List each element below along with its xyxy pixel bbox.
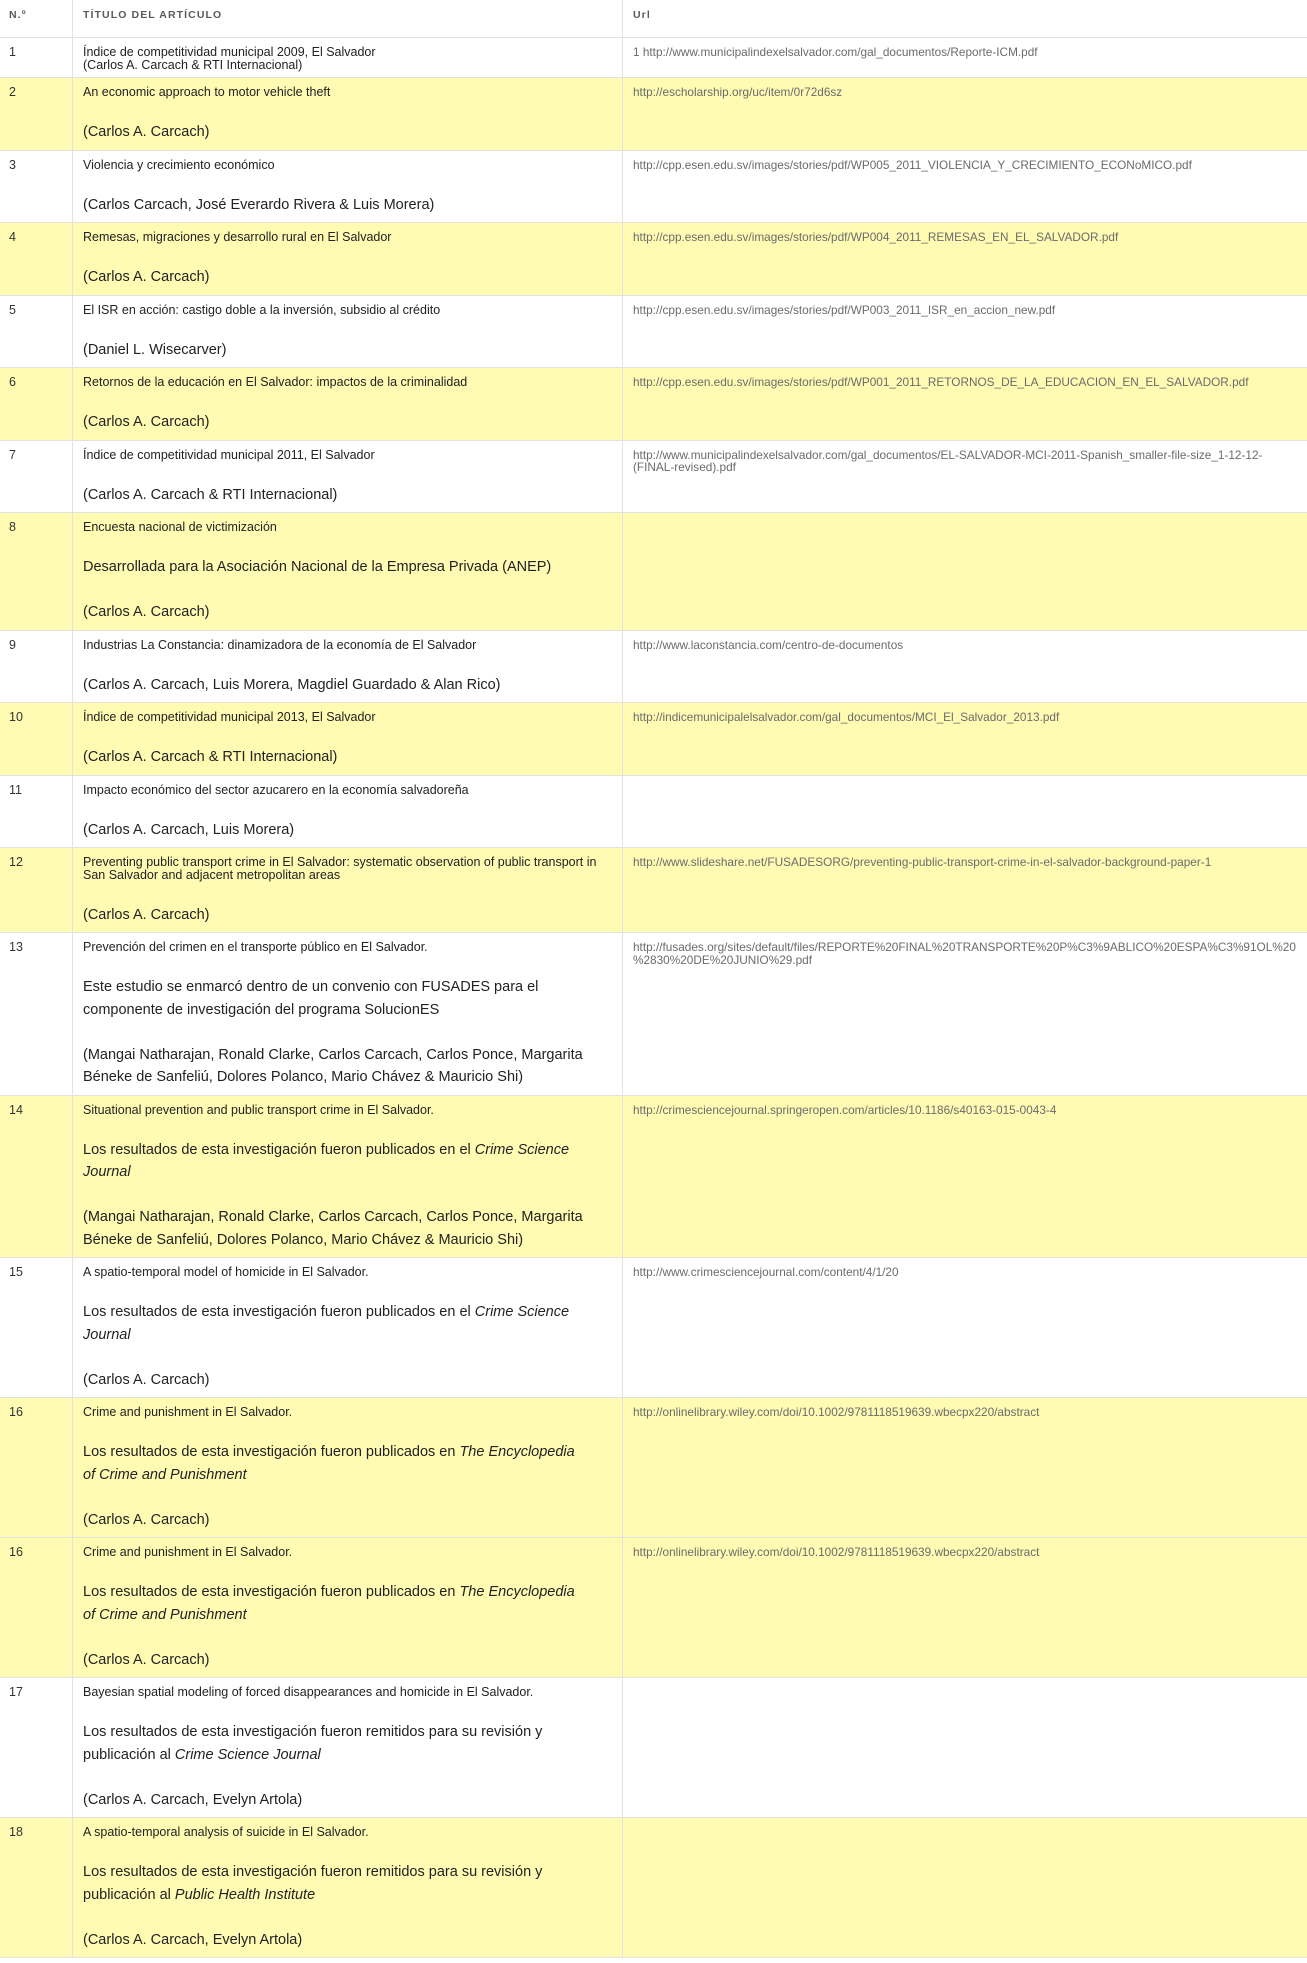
row-number: 1 (0, 38, 73, 77)
table-row (0, 441, 1307, 514)
publication-name: Public Health Institute (174, 1886, 316, 1903)
publication-name: of Crime and Punishment (83, 1606, 247, 1623)
table-row (0, 38, 1307, 78)
article-cell (73, 776, 623, 848)
article-note (83, 339, 612, 362)
article-url-link[interactable] (633, 86, 1297, 99)
url-cell (623, 631, 1307, 703)
row-number: 2 (0, 78, 73, 150)
article-note (83, 1929, 612, 1952)
article-url-link[interactable] (633, 1104, 1297, 1117)
article-note (83, 1649, 612, 1672)
article-title-line: El ISR en acción: castigo doble a la inversión, subsidio al crédito (83, 302, 441, 317)
article-title-line: Índice de competitividad municipal 2011, El Salvador (83, 447, 375, 462)
article-url-line[interactable]: http://escholarship.org/uc/item/0r72d6sz (633, 85, 843, 99)
row-number: 5 (0, 296, 73, 368)
article-note (83, 266, 612, 289)
article-note-line: (Carlos A. Carcach) (83, 414, 210, 430)
article-note (83, 819, 612, 842)
article-cell (73, 1818, 623, 1957)
url-cell (623, 441, 1307, 513)
article-title-line: Situational prevention and public transport crime in El Salvador. (83, 1102, 434, 1117)
table-row (0, 1818, 1307, 1958)
article-url-link[interactable] (633, 856, 1297, 869)
article-note-line (83, 1884, 612, 1907)
article-note (83, 674, 612, 697)
publication-name: Crime Science (474, 1141, 570, 1158)
table-row (0, 368, 1307, 441)
article-url-link[interactable] (633, 449, 1297, 474)
article-url-link[interactable] (633, 1546, 1297, 1559)
article-note-line (83, 1441, 612, 1464)
article-title-line: Encuesta nacional de victimización (83, 520, 277, 534)
row-number: 16 (0, 1398, 73, 1537)
table-body (0, 38, 1307, 1958)
article-note-line: Este estudio se enmarcó dentro de un convenio con FUSADES para el (83, 979, 539, 995)
row-number: 9 (0, 631, 73, 703)
article-title-line: Índice de competitividad municipal 2009, El Salvador (83, 45, 376, 59)
row-number: 7 (0, 441, 73, 513)
note-text: Los resultados de esta investigación fueron publicados en (83, 1584, 460, 1600)
article-title-line: (Carlos A. Carcach & RTI Internacional) (83, 57, 303, 72)
url-cell (623, 848, 1307, 932)
article-cell (73, 441, 623, 513)
row-number: 16 (0, 1538, 73, 1677)
article-url-line[interactable]: http://onlinelibrary.wiley.com/doi/10.1002/9781118519639.wbecpx220/abstract (633, 1405, 1040, 1419)
row-number: 11 (0, 776, 73, 848)
article-note (83, 194, 612, 217)
url-cell (623, 776, 1307, 848)
article-title-line: Industrias La Constancia: dinamizadora de la economía de El Salvador (83, 637, 477, 652)
article-url-link[interactable] (633, 231, 1297, 244)
article-note (83, 1044, 612, 1089)
table-row (0, 776, 1307, 849)
article-note-line (83, 1604, 612, 1627)
article-note-line: Béneke de Sanfeliú, Dolores Polanco, Mario Chávez & Mauricio Shi) (83, 1231, 524, 1248)
article-note-line: Béneke de Sanfeliú, Dolores Polanco, Mario Chávez & Mauricio Shi) (83, 1069, 524, 1085)
url-cell (623, 1096, 1307, 1258)
note-text: publicación al (83, 1746, 175, 1763)
article-cell (73, 223, 623, 295)
article-url-line[interactable]: http://www.slideshare.net/FUSADESORG/preventing-public-transport-crime-in-el-salvador-background-paper-1 (633, 855, 1212, 869)
publication-name: The Encyclopedia (459, 1584, 575, 1600)
article-note-line (83, 1301, 612, 1324)
article-cell (73, 703, 623, 775)
article-cell (73, 933, 623, 1095)
article-note-line: Los resultados de esta investigación fueron remitidos para su revisión y (83, 1864, 543, 1880)
article-note-line (83, 1744, 612, 1767)
article-title-line: Impacto económico del sector azucarero en la economía salvadoreña (83, 782, 469, 797)
note-text: Los resultados de esta investigación fueron publicados en el (83, 1141, 475, 1158)
url-cell (623, 933, 1307, 1095)
article-note-line: (Carlos A. Carcach & RTI Internacional) (83, 486, 338, 503)
note-text: publicación al (83, 1886, 175, 1903)
article-note-line (83, 1139, 612, 1162)
article-cell (73, 1258, 623, 1397)
row-number: 17 (0, 1678, 73, 1817)
article-note (83, 1789, 612, 1812)
article-url-line[interactable]: http://cpp.esen.edu.sv/images/stories/pdf/WP003_2011_ISR_en_accion_new.pdf (633, 302, 1056, 317)
article-title-line: Remesas, migraciones y desarrollo rural en El Salvador (83, 230, 392, 244)
article-note (83, 484, 612, 507)
article-cell (73, 368, 623, 440)
publication-name: Journal (83, 1164, 131, 1180)
article-note-line: (Mangai Natharajan, Ronald Clarke, Carlos Carcach, Carlos Ponce, Margarita (83, 1046, 583, 1063)
article-url-link[interactable] (633, 1406, 1297, 1419)
article-url-link[interactable] (633, 711, 1297, 724)
article-note-line: (Carlos A. Carcach) (83, 906, 210, 923)
article-cell (73, 38, 623, 77)
article-url-link[interactable] (633, 304, 1297, 317)
publication-name: The Encyclopedia (459, 1444, 575, 1460)
article-url-line[interactable]: http://www.crimesciencejournal.com/content/4/1/20 (633, 1265, 899, 1279)
article-note-line: (Carlos A. Carcach, Evelyn Artola) (83, 1931, 303, 1948)
note-text: Los resultados de esta investigación fueron publicados en (83, 1444, 460, 1460)
row-number: 10 (0, 703, 73, 775)
article-url-line[interactable]: 1 http://www.municipalindexelsalvador.com/gal_documentos/Reporte-ICM.pdf (633, 45, 1038, 59)
publication-name: of Crime and Punishment (83, 1466, 247, 1483)
article-title-line: Retornos de la educación en El Salvador: impactos de la criminalidad (83, 375, 468, 389)
article-url-line[interactable]: http://cpp.esen.edu.sv/images/stories/pdf/WP004_2011_REMESAS_EN_EL_SALVADOR.pdf (633, 230, 1119, 244)
article-url-link[interactable] (633, 941, 1297, 966)
article-url-line[interactable]: http://cpp.esen.edu.sv/images/stories/pdf/WP001_2011_RETORNOS_DE_LA_EDUCACION_EN_EL_SALVADOR.pdf (633, 375, 1249, 389)
article-note (83, 976, 612, 1021)
publication-name: Journal (83, 1326, 131, 1343)
url-cell (623, 1538, 1307, 1677)
article-note-line: Desarrollada para la Asociación Nacional de la Empresa Privada (ANEP) (83, 559, 552, 575)
publication-name: Crime Science Journal (174, 1746, 321, 1763)
row-number: 12 (0, 848, 73, 932)
article-note-line: (Carlos A. Carcach, Evelyn Artola) (83, 1791, 303, 1808)
table-row (0, 1096, 1307, 1259)
table-row (0, 848, 1307, 933)
url-cell (623, 223, 1307, 295)
url-cell (623, 1258, 1307, 1397)
article-note-line: (Carlos A. Carcach) (83, 269, 210, 285)
article-url-line[interactable]: http://www.laconstancia.com/centro-de-documentos (633, 637, 904, 652)
row-number: 18 (0, 1818, 73, 1957)
table-header (0, 0, 1307, 38)
article-cell (73, 513, 623, 630)
article-cell (73, 78, 623, 150)
header-number: N.º (0, 0, 73, 37)
row-number: 14 (0, 1096, 73, 1258)
header-title: TÍTULO DEL ARTÍCULO (73, 0, 623, 37)
url-cell (623, 78, 1307, 150)
table-row (0, 151, 1307, 224)
article-note-line (83, 1161, 612, 1184)
url-cell (623, 296, 1307, 368)
article-url-link[interactable] (633, 1266, 1297, 1279)
article-url-link[interactable] (633, 639, 1297, 652)
article-title-line: Prevención del crimen en el transporte público en El Salvador. (83, 940, 428, 954)
article-title-line: Índice de competitividad municipal 2013, El Salvador (83, 710, 376, 724)
article-url-link[interactable] (633, 159, 1297, 172)
url-cell (623, 1818, 1307, 1957)
article-title-line: A spatio-temporal analysis of suicide in El Salvador. (83, 1825, 369, 1839)
url-cell (623, 1398, 1307, 1537)
row-number: 13 (0, 933, 73, 1095)
article-note (83, 1861, 612, 1906)
article-cell (73, 631, 623, 703)
table-row (0, 1258, 1307, 1398)
article-url-line[interactable]: http://fusades.org/sites/default/files/REPORTE%20FINAL%20TRANSPORTE%20P%C3%9ABLICO%20ESPA%C3%91OL%20 (633, 940, 1296, 954)
article-title-line: San Salvador and adjacent metropolitan areas (83, 867, 341, 882)
article-note-line: (Carlos Carcach, José Everardo Rivera & Luis Morera) (83, 196, 435, 213)
article-url-line[interactable]: http://www.municipalindexelsalvador.com/gal_documentos/EL-SALVADOR-MCI-2011-Spanish_smaller-file-size_1-12-12- (633, 447, 1263, 462)
article-note (83, 1369, 612, 1392)
table-row (0, 296, 1307, 369)
row-number: 3 (0, 151, 73, 223)
table-row (0, 1678, 1307, 1818)
article-note-line: Los resultados de esta investigación fueron remitidos para su revisión y (83, 1724, 543, 1740)
article-note-line: (Carlos A. Carcach) (83, 1511, 210, 1528)
article-cell (73, 151, 623, 223)
table-row (0, 223, 1307, 296)
note-text: Los resultados de esta investigación fueron publicados en el (83, 1304, 475, 1320)
table-row (0, 703, 1307, 776)
article-note (83, 1581, 612, 1626)
article-note (83, 601, 612, 624)
url-cell (623, 151, 1307, 223)
table-row (0, 933, 1307, 1096)
article-cell (73, 296, 623, 368)
article-note (83, 1721, 612, 1766)
article-note (83, 411, 612, 434)
article-title-line: Preventing public transport crime in El Salvador: systematic observation of public transport in (83, 855, 597, 869)
article-url-line[interactable]: http://onlinelibrary.wiley.com/doi/10.1002/9781118519639.wbecpx220/abstract (633, 1545, 1040, 1559)
article-url-link[interactable] (633, 46, 1297, 59)
article-note-line (83, 1324, 612, 1347)
table-row (0, 78, 1307, 151)
row-number: 6 (0, 368, 73, 440)
article-cell (73, 1398, 623, 1537)
article-note (83, 1301, 612, 1346)
article-note-line: (Carlos A. Carcach, Luis Morera) (83, 821, 295, 838)
article-title-line: Crime and punishment in El Salvador. (83, 1405, 293, 1419)
article-note (83, 1441, 612, 1486)
article-note (83, 1206, 612, 1251)
url-cell (623, 703, 1307, 775)
article-cell (73, 1678, 623, 1817)
article-url-line[interactable]: (FINAL-revised).pdf (633, 460, 736, 474)
row-number: 4 (0, 223, 73, 295)
article-note (83, 556, 612, 579)
article-note (83, 121, 612, 144)
table-row (0, 1538, 1307, 1678)
article-title-line: Violencia y crecimiento económico (83, 157, 275, 172)
url-cell (623, 368, 1307, 440)
table-row (0, 513, 1307, 631)
article-note-line: componente de investigación del programa SolucionES (83, 1001, 440, 1018)
row-number: 15 (0, 1258, 73, 1397)
article-cell (73, 1538, 623, 1677)
article-note (83, 746, 612, 769)
article-note-line (83, 1581, 612, 1604)
article-title-line: Crime and punishment in El Salvador. (83, 1545, 293, 1559)
article-url-link[interactable] (633, 376, 1297, 389)
article-note (83, 1139, 612, 1184)
article-cell (73, 1096, 623, 1258)
article-url-line[interactable]: http://crimesciencejournal.springeropen.com/articles/10.1186/s40163-015-0043-4 (633, 1102, 1057, 1117)
row-number: 8 (0, 513, 73, 630)
article-cell (73, 848, 623, 932)
article-title-line: A spatio-temporal model of homicide in El Salvador. (83, 1265, 369, 1279)
article-note (83, 904, 612, 927)
url-cell (623, 38, 1307, 77)
article-note-line (83, 1464, 612, 1487)
article-note-line: (Carlos A. Carcach) (83, 604, 210, 620)
article-title-line: Bayesian spatial modeling of forced disappearances and homicide in El Salvador. (83, 1685, 534, 1699)
article-note-line: (Carlos A. Carcach, Luis Morera, Magdiel Guardado & Alan Rico) (83, 676, 501, 693)
header-url: Url (633, 9, 651, 21)
article-note-line: (Daniel L. Wisecarver) (83, 341, 227, 358)
table-row (0, 1398, 1307, 1538)
article-note-line: (Carlos A. Carcach) (83, 124, 210, 140)
article-note-line: (Carlos A. Carcach) (83, 1371, 210, 1388)
article-note-line: (Carlos A. Carcach & RTI Internacional) (83, 749, 338, 765)
table-row (0, 631, 1307, 704)
article-title-line: An economic approach to motor vehicle theft (83, 85, 331, 99)
url-cell (623, 1678, 1307, 1817)
article-note-line: (Carlos A. Carcach) (83, 1651, 210, 1668)
article-url-line[interactable]: %2830%20DE%20JUNIO%29.pdf (633, 952, 813, 967)
publication-name: Crime Science (474, 1304, 570, 1320)
url-cell (623, 513, 1307, 630)
article-url-line[interactable]: http://cpp.esen.edu.sv/images/stories/pdf/WP005_2011_VIOLENCIA_Y_CRECIMIENTO_ECONoMICO.pdf (633, 157, 1192, 172)
article-note-line: (Mangai Natharajan, Ronald Clarke, Carlos Carcach, Carlos Ponce, Margarita (83, 1209, 583, 1225)
article-note (83, 1509, 612, 1532)
article-url-line[interactable]: http://indicemunicipalelsalvador.com/gal_documentos/MCI_El_Salvador_2013.pdf (633, 710, 1060, 724)
